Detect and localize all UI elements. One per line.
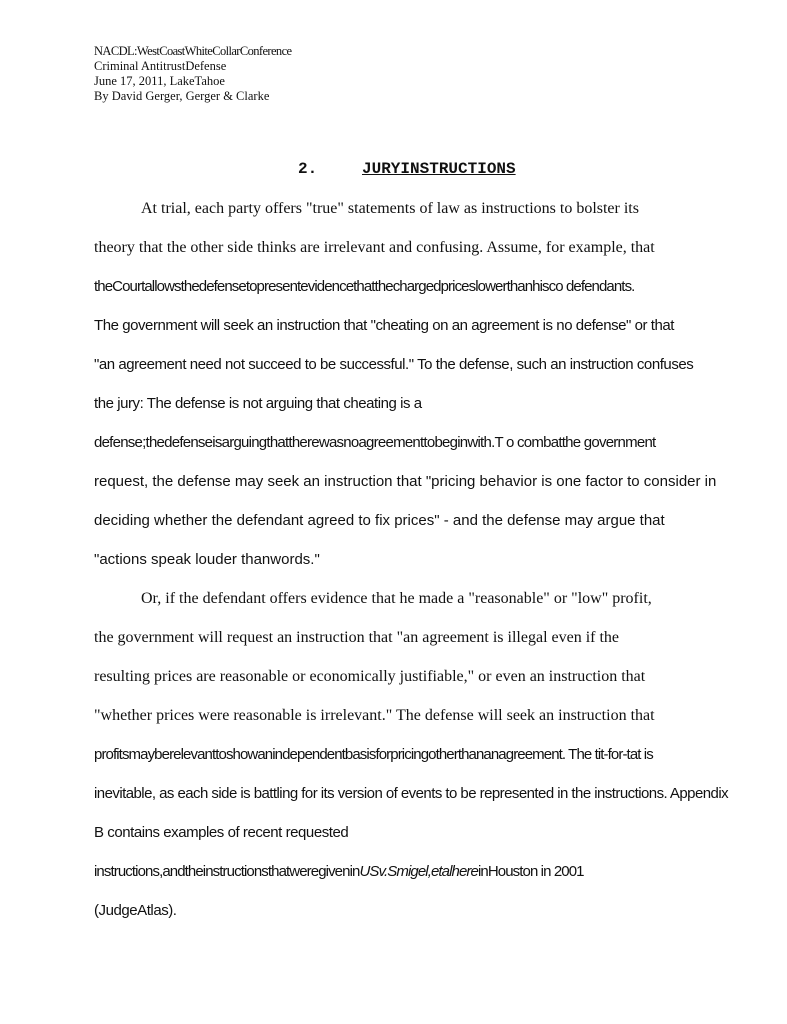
citation-lead-text: instructions,andtheinstructionsthatweregivenin bbox=[94, 863, 360, 880]
paragraph-line: deciding whether the defendant agreed to fix prices" - and the defense may argue that bbox=[94, 512, 665, 529]
paragraph-line: "actions speak louder thanwords." bbox=[94, 551, 320, 568]
paragraph-line: theory that the other side thinks are irrelevant and confusing. Assume, for example, that bbox=[94, 239, 655, 256]
paragraph-line: profitsmayberelevanttoshowanindependentbasisforpricingotherthananagreement. The tit-for-tat is bbox=[94, 746, 653, 763]
case-name: USv.Smigel,etalhere bbox=[359, 863, 478, 880]
header-date-location: June 17, 2011, LakeTahoe bbox=[94, 74, 225, 88]
paragraph-line: At trial, each party offers "true" statements of law as instructions to bolster its bbox=[141, 200, 639, 217]
paragraph-line: the government will request an instruction that "an agreement is illegal even if the bbox=[94, 629, 620, 646]
section-number: 2. bbox=[298, 160, 318, 178]
paragraph-line: B contains examples of recent requested bbox=[94, 824, 349, 841]
section-title: JURYINSTRUCTIONS bbox=[362, 160, 516, 178]
paragraph-line: Or, if the defendant offers evidence that he made a "reasonable" or "low" profit, bbox=[141, 590, 652, 607]
paragraph-line-citation bbox=[94, 862, 584, 882]
header-author: By David Gerger, Gerger & Clarke bbox=[94, 89, 270, 103]
header-topic: Criminal AntitrustDefense bbox=[94, 59, 227, 73]
paragraph-line: inevitable, as each side is battling for its version of events to be represented in the instructions. Appendix bbox=[94, 785, 729, 802]
paragraph-line: "an agreement need not succeed to be successful." To the defense, such an instruction confuses bbox=[94, 356, 694, 373]
paragraph-line: (JudgeAtlas). bbox=[94, 902, 177, 919]
paragraph-line: The government will seek an instruction that "cheating on an agreement is no defense" or that bbox=[94, 317, 674, 334]
paragraph-line: request, the defense may seek an instruction that "pricing behavior is one factor to consider in bbox=[94, 473, 717, 490]
citation-trail-text: inHouston in 2001 bbox=[477, 863, 584, 880]
paragraph-line: "whether prices were reasonable is irrelevant." The defense will seek an instruction that bbox=[94, 707, 655, 724]
paragraph-line: theCourtallowsthedefensetopresentevidencethatthechargedpriceslowerthanhisco defendants. bbox=[94, 278, 635, 295]
document-header bbox=[94, 44, 291, 104]
paragraph-line: resulting prices are reasonable or economically justifiable," or even an instruction that bbox=[94, 668, 646, 685]
paragraph-line: the jury: The defense is not arguing that cheating is a bbox=[94, 395, 422, 412]
header-conference: NACDL:WestCoastWhiteCollarConference bbox=[94, 44, 292, 58]
paragraph-line: defense;thedefenseisarguingthattherewasnoagreementtobeginwith.T o combatthe government bbox=[94, 434, 656, 451]
